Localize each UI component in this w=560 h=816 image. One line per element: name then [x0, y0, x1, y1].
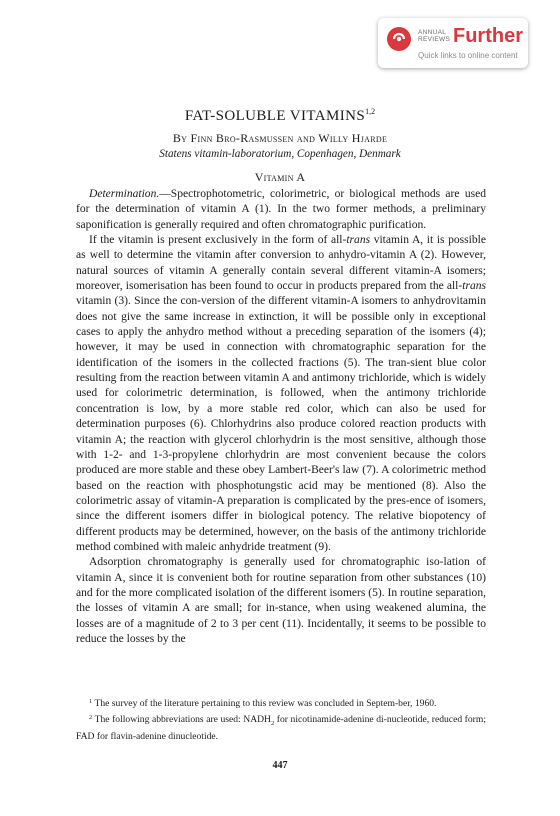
paragraph-adsorption-chromatography: Adsorption chromatography is generally used for chromatographic iso-lation of vitamin A, since it is convenient both for routine separation from other substances (10) and for the more complicated isolation of the different isomers (5). In routine separation, the losses of vitamin A are small; for in-stance, when using weakened alumina, the losses are of a magnitude of 2 to 3 per cent (11). Incidentally, it seems to be possible to reduce the losses by the	[76, 556, 486, 645]
article-affiliation: Statens vitamin-laboratorium, Copenhagen, Denmark	[159, 148, 401, 160]
paragraph-anhydro-method: If the vitamin is present exclusively in the form of all-trans vitamin A, it is possible as well to determine the vitamin after conversion to anhydro-vitamin A (2). However, natural sources of vitamin A generally contain several different vitamin-A isomers; moreover, isomerisation has been found to occur in products prepared from the all-trans vitamin (3). Since the con-version of the different vitamin-A isomers to anhydrovitamin does not give the same increase in extinction, it will be possible only in exceptional cases to apply the anhydro method without a preceding separation of the isomers (4); however, it may be used in connection with chromatographic separation for the identification of the isomers in the collected fractions (5). The tran-sient blue color resulting from the reaction between vitamin A and antimony trichloride, which is widely used for colorimetric determination, is followed, when the antimony trichloride concentration is low, by a more stable red color, which can also be used for determination purposes (6). Chlorhydrins also produce colored reaction products with vitamin A; the reaction with glycerol chlorhydrin is the most sensitive, although those with 1-2- and 1-3-propylene chlorhydrin are most convenient because the colors produced are more stable and these obey Lambert-Beer's law (7). A colorimetric method based on the reaction with phosphotungstic acid may be mentioned (8). Also the colorimetric assay of vitamin-A preparation is complicated by the pres-ence of isomers, since the different isomers differ in biological potency. The relative biopotency of different products may be determined, however, on the basis of the antimony trichloride method combined with maleic anhydride treatment (9).	[76, 234, 486, 553]
further-subtitle: Quick links to online content	[418, 51, 518, 60]
run-in-heading: Determination.	[89, 188, 160, 200]
publisher-name: ANNUAL REVIEWS	[418, 29, 451, 43]
section-heading: Vitamin A	[254, 170, 306, 184]
annual-reviews-logo-icon	[386, 26, 412, 52]
annual-reviews-further-badge[interactable]	[378, 18, 528, 68]
article-body	[76, 187, 486, 647]
title-footnote-refs: 1,2	[365, 107, 376, 116]
footnote-2: $^2$ The following abbreviations are used: $NADH_2$ for nicotinamide-adenine di-nucleotide, reduced form; FAD for flavin-adenine dinucleotide.	[76, 714, 486, 742]
paragraph-determination: Determination.—Spectrophotometric, colorimetric, or biological methods are used for the determination of vitamin A (1). In the two former methods, a preliminary saponification is generally required and often chromatographic purification.	[76, 188, 486, 231]
article-authors: By Finn Bro-Rasmussen and Willy Hjarde	[172, 131, 388, 145]
article-title: FAT-SOLUBLE VITAMINS$^{1,2}$	[184, 107, 376, 124]
footnote-1: $^1$ The survey of the literature pertaining to this review was concluded in Septem-ber, 1960.	[89, 698, 437, 709]
page-number: 447	[272, 760, 288, 771]
footnotes	[76, 696, 486, 745]
further-brand: Further	[453, 25, 523, 47]
